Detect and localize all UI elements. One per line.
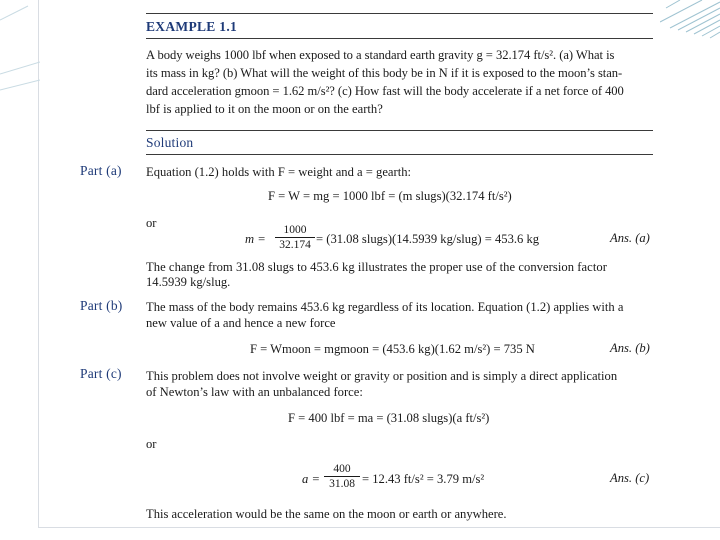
example-title: EXAMPLE 1.1 xyxy=(146,19,238,34)
part-a-fraction-numerator: 1000 xyxy=(283,224,307,236)
solution-rule-bottom xyxy=(146,154,653,155)
part-c-or: or xyxy=(146,437,157,451)
problem-line-1: A body weighs 1000 lbf when exposed to a standard earth gravity g = 32.174 ft/s². (a) What is xyxy=(146,48,615,62)
part-a-eq2-rhs: = (31.08 slugs)(14.5939 kg/slug) = 453.6 kg xyxy=(316,232,540,246)
problem-line-4: lbf is applied to it on the moon or on the earth? xyxy=(146,102,383,116)
part-c-answer-tag: Ans. (c) xyxy=(610,471,650,485)
corner-decoration-top-left xyxy=(0,0,40,120)
part-c-equation-1: F = 400 lbf = ma = (31.08 slugs)(a ft/s²) xyxy=(288,411,490,425)
problem-line-3: dard acceleration gmoon = 1.62 m/s²? (c) How fast will the body accelerate if a net force of 400 xyxy=(146,84,624,98)
part-a-note-line-2: 14.5939 kg/slug. xyxy=(146,275,231,289)
part-a-eq2-lhs: m = xyxy=(245,232,266,246)
solution-rule-top xyxy=(146,130,653,131)
part-c-eq2-lhs: a = xyxy=(302,472,320,486)
part-c-label: Part (c) xyxy=(80,366,122,381)
title-rule xyxy=(146,38,653,39)
part-a-or: or xyxy=(146,216,157,230)
part-a-fraction-denominator: 32.174 xyxy=(279,239,311,251)
problem-line-2: its mass in kg? (b) What will the weight of this body be in N if it is exposed to the moon’s stan- xyxy=(146,66,623,80)
part-a-note-line-1: The change from 31.08 slugs to 453.6 kg illustrates the proper use of the conversion factor xyxy=(146,260,607,274)
part-c-fraction xyxy=(324,463,360,490)
part-c-fraction-numerator: 400 xyxy=(333,463,351,475)
part-a-label: Part (a) xyxy=(80,163,122,178)
part-a-answer-tag: Ans. (a) xyxy=(610,231,650,245)
solution-heading: Solution xyxy=(146,135,194,150)
part-b-label: Part (b) xyxy=(80,298,123,313)
top-rule xyxy=(146,13,653,14)
part-a-equation-1: F = W = mg = 1000 lbf = (m slugs)(32.174 ft/s²) xyxy=(268,189,512,203)
part-c-text-line-1: This problem does not involve weight or gravity or position and is simply a direct application xyxy=(146,369,618,383)
part-b-answer-tag: Ans. (b) xyxy=(610,341,650,355)
part-c-text-line-2: of Newton’s law with an unbalanced force: xyxy=(146,385,363,399)
part-c-closing: This acceleration would be the same on the moon or earth or anywhere. xyxy=(146,507,507,521)
part-b-text-line-2: new value of a and hence a new force xyxy=(146,316,336,330)
part-b-text-line-1: The mass of the body remains 453.6 kg regardless of its location. Equation (1.2) applies with a xyxy=(146,300,624,314)
part-b-equation: F = Wmoon = mgmoon = (453.6 kg)(1.62 m/s²) = 735 N xyxy=(250,342,535,356)
corner-decoration-top-right xyxy=(660,0,720,40)
part-c-eq2-rhs: = 12.43 ft/s² = 3.79 m/s² xyxy=(362,472,485,486)
part-c-fraction-denominator: 31.08 xyxy=(329,478,355,490)
part-a-fraction xyxy=(275,224,315,251)
part-a-intro: Equation (1.2) holds with F = weight and a = gearth: xyxy=(146,165,411,179)
